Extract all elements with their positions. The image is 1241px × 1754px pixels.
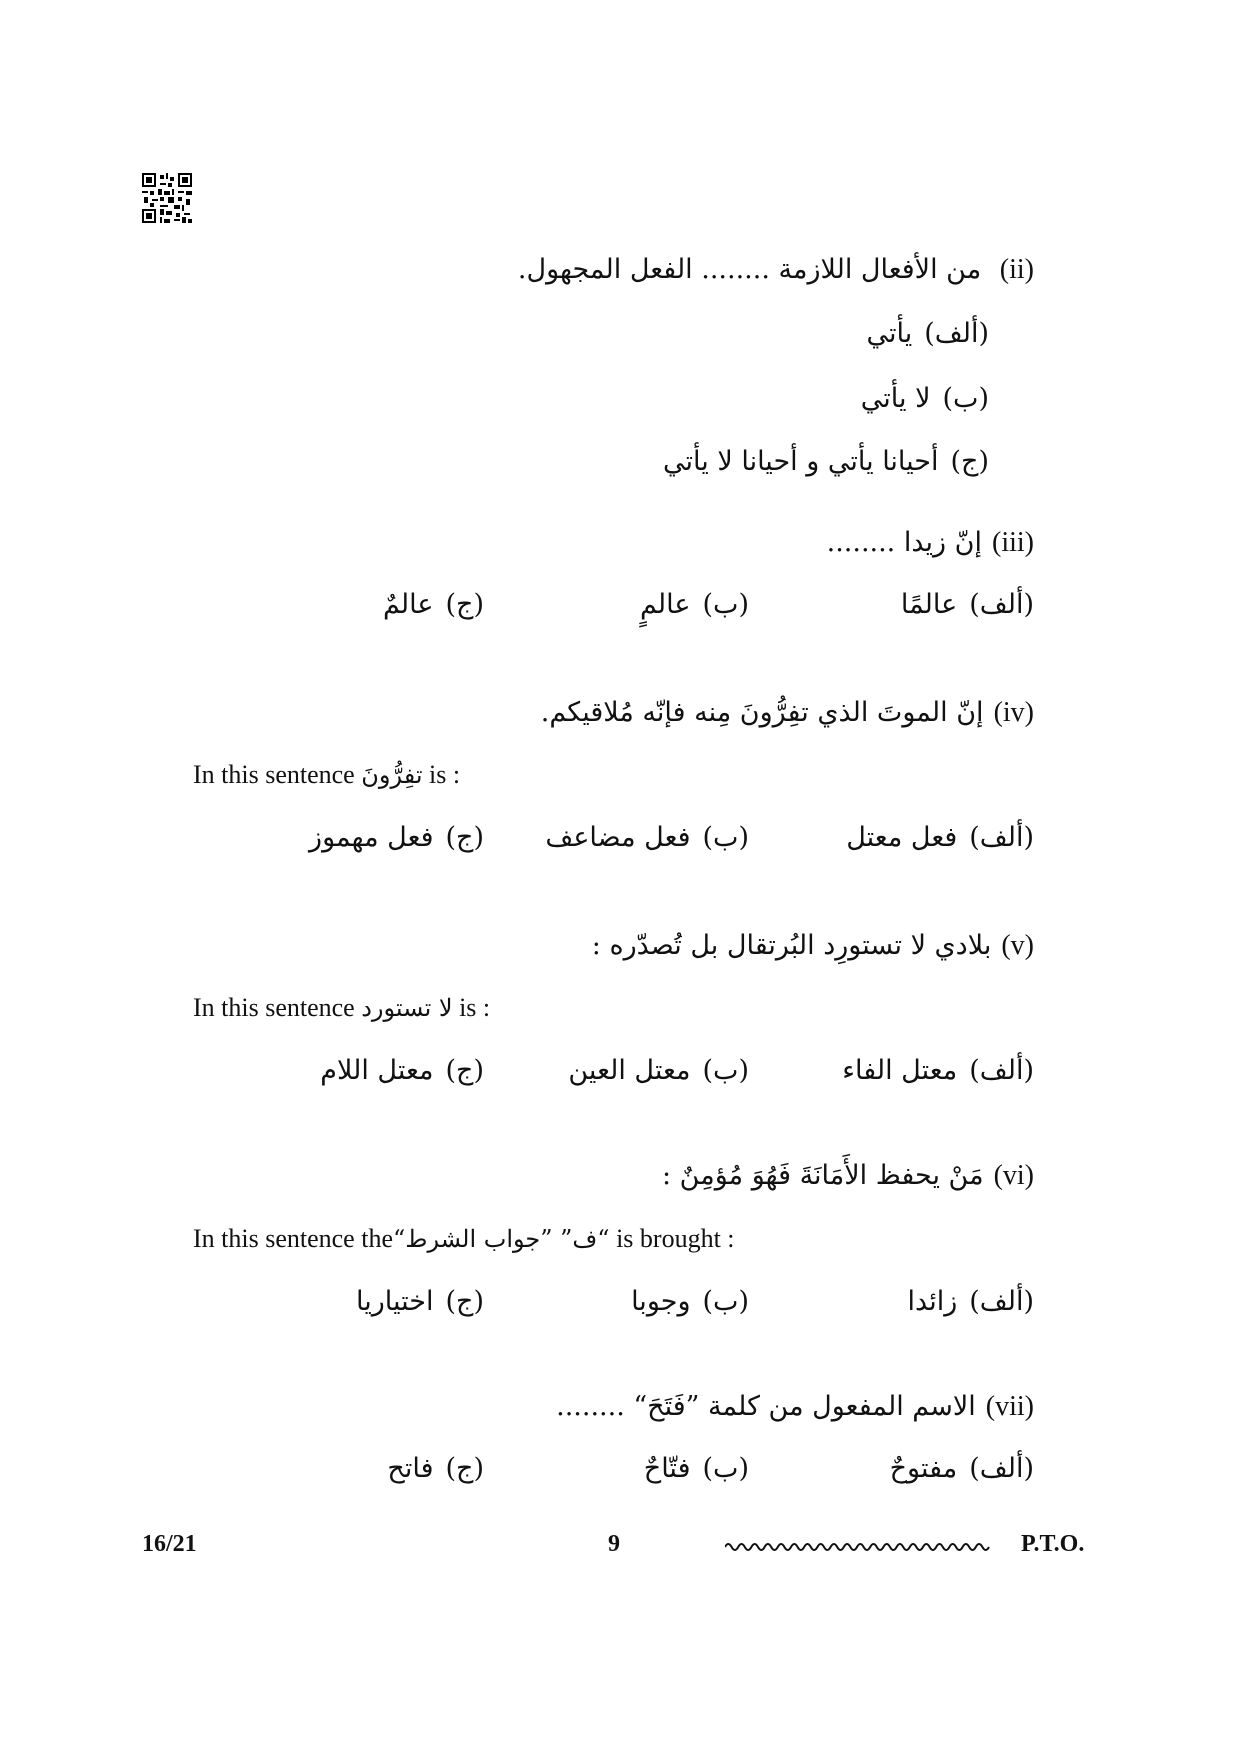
question-text: إنّ الموتَ الذي تفِرُّونَ مِنه فإنّه مُلاقيكم. — [540, 697, 984, 728]
question-number: (iv) — [993, 697, 1034, 728]
option-jim — [663, 446, 989, 477]
question-v-stem — [592, 930, 1034, 962]
option-ba: (ب)فتّاحٌ — [643, 1453, 749, 1484]
question-number: (vi) — [993, 1160, 1034, 1191]
english-instruction-vi: In this sentence the“ف” ”جواب الشرط“ is brought : — [193, 1224, 735, 1253]
question-vii-stem — [556, 1391, 1034, 1423]
option-jim: (ج)اختياريا — [356, 1286, 484, 1317]
option-alif: (ألف)فعل معتل — [846, 822, 1034, 853]
option-alif: (ألف)مفتوحٌ — [889, 1453, 1034, 1484]
option-ba: (ب)فعل مضاعف — [545, 822, 749, 853]
question-text: من الأفعال اللازمة ........ الفعل المجهول. — [517, 254, 982, 285]
question-text: الاسم المفعول من كلمة ”فَتَحَ“ ........ — [556, 1391, 976, 1422]
option-jim: (ج)معتل اللام — [320, 1055, 484, 1086]
option-label: (ألف) — [924, 318, 989, 349]
option-jim: (ج)فاتح — [387, 1453, 484, 1484]
option-alif: (ألف)زائدا — [907, 1286, 1034, 1317]
option-label: (ج) — [950, 446, 989, 477]
question-number: (vii) — [985, 1391, 1034, 1422]
question-iv-stem — [541, 697, 1034, 729]
option-text: يأتي — [866, 318, 913, 349]
option-ba: (ب)عالمٍ — [639, 589, 749, 620]
option-alif: (ألف)معتل الفاء — [842, 1055, 1034, 1086]
question-vi-stem — [662, 1160, 1034, 1192]
question-number: (ii) — [999, 254, 1034, 285]
english-instruction-iv: In this sentence تفِرُّونَ is : — [193, 760, 461, 789]
option-jim: (ج)فعل مهموز — [309, 822, 484, 853]
option-label: (ب) — [942, 383, 989, 414]
question-text: مَنْ يحفظ الأَمَانَةَ فَهُوَ مُؤمِنٌ : — [662, 1160, 984, 1191]
paper-code: 16/21 — [142, 1531, 197, 1557]
pto-label: P.T.O. — [1021, 1531, 1085, 1557]
option-alif — [866, 318, 989, 349]
option-text: لا يأتي — [860, 383, 931, 414]
option-alif: (ألف)عالمًا — [900, 589, 1034, 620]
question-text: بلادي لا تستورِد البُرتقال بل تُصدّره : — [591, 930, 992, 961]
question-number: (iii) — [992, 527, 1034, 558]
question-ii-stem — [518, 254, 1034, 286]
question-iii-stem — [827, 527, 1034, 559]
question-text: إنّ زيدا ........ — [826, 527, 982, 558]
english-instruction-v: In this sentence لا تستورد is : — [193, 993, 491, 1022]
option-text: أحيانا يأتي و أحيانا لا يأتي — [663, 446, 939, 477]
option-ba: (ب)وجوبا — [631, 1286, 749, 1317]
qr-code-icon — [142, 173, 192, 223]
option-ba — [861, 383, 989, 414]
option-ba: (ب)معتل العين — [568, 1055, 749, 1086]
wavy-line-decoration — [725, 1541, 990, 1553]
option-jim: (ج)عالمٌ — [382, 589, 484, 620]
question-number: (v) — [1001, 930, 1034, 961]
page-number: 9 — [608, 1531, 620, 1557]
